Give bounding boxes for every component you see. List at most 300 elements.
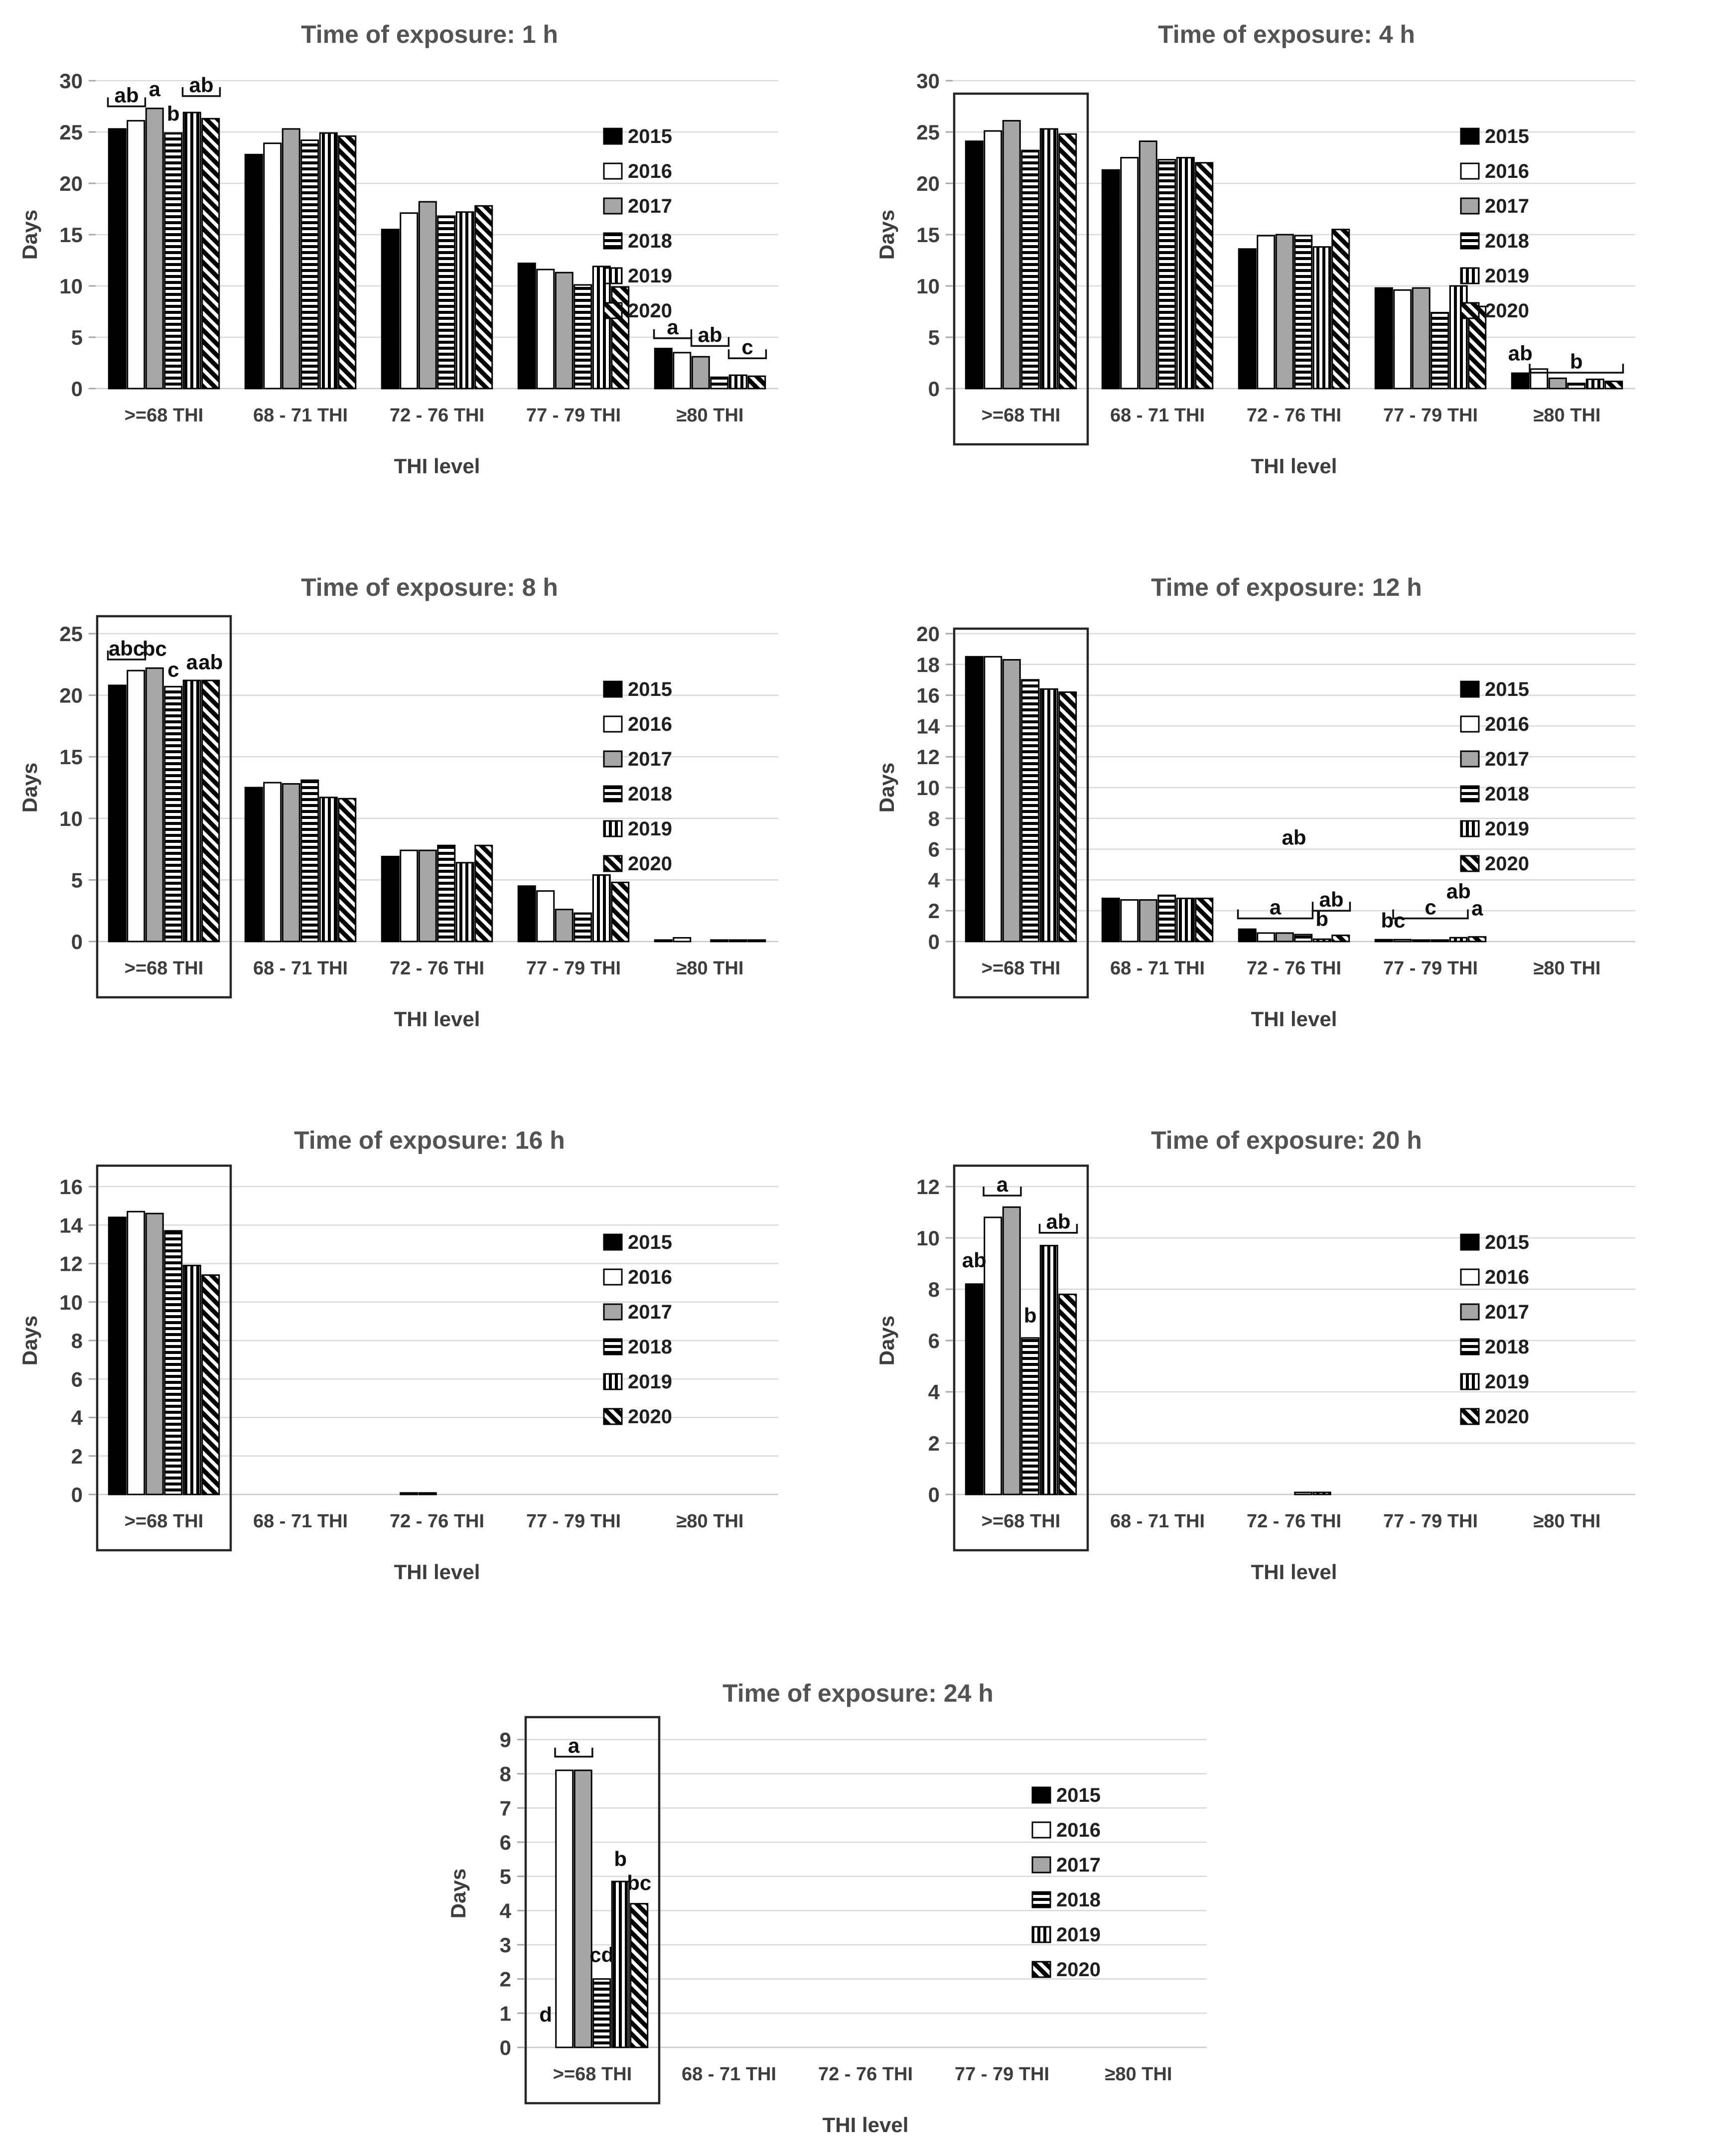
bar-2016 xyxy=(401,850,418,942)
bar-2015 xyxy=(1375,940,1392,942)
legend-item xyxy=(1461,230,1529,252)
y-tick-label: 8 xyxy=(71,1329,83,1352)
bar-2018 xyxy=(438,216,455,389)
category-label: 77 - 79 THI xyxy=(526,958,621,979)
category-label: 68 - 71 THI xyxy=(253,958,348,979)
y-tick-label: 30 xyxy=(59,69,83,93)
y-tick-label: 8 xyxy=(928,807,940,830)
legend-marker-2018 xyxy=(1032,1892,1050,1907)
bar-2017 xyxy=(283,784,299,942)
bar-2019 xyxy=(593,267,610,389)
bar-2019 xyxy=(1177,158,1194,389)
bar-2017 xyxy=(574,1770,591,2047)
bar-2018 xyxy=(593,1979,610,2047)
bar-2017 xyxy=(146,1213,163,1494)
bar-2017 xyxy=(1549,378,1566,389)
bar-2017 xyxy=(283,129,299,389)
legend-label: 2020 xyxy=(1485,1406,1529,1428)
legend-item xyxy=(1461,1231,1529,1253)
annotation-label: b xyxy=(166,102,180,126)
y-tick-label: 5 xyxy=(928,326,940,349)
legend-item xyxy=(1461,160,1529,182)
bar-2016 xyxy=(674,938,691,942)
y-tick-label: 6 xyxy=(499,1831,511,1854)
legend-label: 2020 xyxy=(1056,1959,1101,1981)
bar-2015 xyxy=(382,856,399,942)
legend-label: 2020 xyxy=(1485,853,1529,875)
legend-label: 2016 xyxy=(1056,1819,1101,1841)
bar-2019 xyxy=(1040,129,1057,389)
bar-2018 xyxy=(574,913,591,942)
annotation-label: ab xyxy=(1508,341,1533,365)
chart-svg xyxy=(439,1665,1277,2153)
bar-2019 xyxy=(729,940,746,942)
bar-2017 xyxy=(556,272,572,389)
bar-2018 xyxy=(438,845,455,942)
bar-2019 xyxy=(320,133,337,389)
annotation-label: c xyxy=(1425,895,1436,919)
bar-2019 xyxy=(593,875,610,942)
legend-item xyxy=(1461,853,1529,875)
legend-item xyxy=(1461,300,1529,322)
legend-label: 2017 xyxy=(628,1301,672,1323)
annotation-label: d xyxy=(539,2003,553,2026)
category-label: 68 - 71 THI xyxy=(1110,1511,1205,1532)
legend-label: 2015 xyxy=(1485,1231,1529,1253)
y-tick-label: 2 xyxy=(71,1444,83,1468)
legend-marker-2015 xyxy=(1461,681,1479,697)
y-tick-label: 6 xyxy=(928,837,940,861)
bar-2018 xyxy=(1022,680,1039,942)
legend-item xyxy=(1461,1301,1529,1323)
category-label: ≥80 THI xyxy=(676,405,744,426)
category-label: >=68 THI xyxy=(553,2064,632,2085)
y-tick-label: 10 xyxy=(916,274,940,298)
chart-title: Time of exposure: 4 h xyxy=(1158,20,1415,48)
legend-item xyxy=(604,748,672,770)
y-tick-label: 2 xyxy=(928,899,940,923)
bar-2018 xyxy=(1022,1338,1039,1494)
legend-item xyxy=(604,126,672,147)
bar-2018 xyxy=(1431,313,1448,389)
chart-time-of-exposure-4h xyxy=(868,6,1705,494)
legend-label: 2016 xyxy=(1485,1266,1529,1288)
y-tick-label: 12 xyxy=(916,1175,940,1199)
legend-item xyxy=(604,853,672,875)
annotation-label: bc xyxy=(627,1871,652,1895)
y-tick-label: 15 xyxy=(59,745,83,769)
y-tick-label: 7 xyxy=(499,1796,511,1820)
category-label: 77 - 79 THI xyxy=(954,2064,1050,2085)
bar-2019 xyxy=(729,375,746,389)
bar-2020 xyxy=(1332,230,1349,389)
chart-time-of-exposure-12h xyxy=(868,559,1705,1047)
category-label: 68 - 71 THI xyxy=(253,1511,348,1532)
legend-label: 2018 xyxy=(1485,783,1529,805)
category-label: ≥80 THI xyxy=(1533,958,1601,979)
annotation-label: b xyxy=(1570,350,1583,374)
y-tick-label: 16 xyxy=(59,1175,83,1199)
bar-2020 xyxy=(202,680,219,942)
bar-2020 xyxy=(612,882,629,942)
bar-2016 xyxy=(556,1770,573,2047)
y-axis-label: Days xyxy=(875,1315,898,1366)
annotation-label: a xyxy=(186,650,198,674)
bar-2019 xyxy=(1040,689,1057,942)
legend-item xyxy=(1461,1336,1529,1358)
legend-marker-2016 xyxy=(1461,1269,1479,1285)
legend-label: 2019 xyxy=(628,818,672,840)
bar-2016 xyxy=(985,131,1001,389)
legend-label: 2020 xyxy=(628,853,672,875)
legend-label: 2020 xyxy=(628,1406,672,1428)
legend-label: 2017 xyxy=(628,195,672,217)
bar-2017 xyxy=(419,1493,436,1494)
category-label: 72 - 76 THI xyxy=(389,405,485,426)
legend-label: 2015 xyxy=(628,126,672,147)
bar-2018 xyxy=(1295,1492,1312,1494)
category-label: >=68 THI xyxy=(124,1511,204,1532)
legend-label: 2015 xyxy=(628,1231,672,1253)
x-axis-label: THI level xyxy=(1251,454,1337,478)
y-tick-label: 14 xyxy=(916,714,940,738)
bar-2017 xyxy=(419,202,436,389)
y-tick-label: 10 xyxy=(59,274,83,298)
bar-2015 xyxy=(1102,898,1119,942)
legend-marker-2020 xyxy=(1461,303,1479,318)
category-label: >=68 THI xyxy=(124,405,204,426)
chart-svg xyxy=(11,559,848,1047)
bar-2015 xyxy=(966,1284,983,1494)
bar-2015 xyxy=(109,1217,126,1494)
bar-2016 xyxy=(128,121,144,389)
bar-2015 xyxy=(655,940,672,942)
category-label: ≥80 THI xyxy=(1105,2064,1172,2085)
legend-item xyxy=(1461,1371,1529,1393)
bar-2019 xyxy=(1177,898,1194,942)
bar-2015 xyxy=(518,264,535,389)
y-tick-label: 10 xyxy=(59,807,83,830)
bar-2015 xyxy=(245,788,262,942)
bar-2020 xyxy=(748,376,765,389)
annotation-label: ab xyxy=(198,650,223,674)
chart-title: Time of exposure: 1 h xyxy=(301,20,558,48)
category-label: 72 - 76 THI xyxy=(1246,958,1342,979)
annotation-label: a xyxy=(568,1734,580,1757)
category-label: >=68 THI xyxy=(981,958,1061,979)
bar-2020 xyxy=(1332,936,1349,942)
bar-2016 xyxy=(1258,236,1275,389)
bar-2020 xyxy=(339,136,356,389)
legend-item xyxy=(604,1301,672,1323)
legend-item xyxy=(604,230,672,252)
bar-2019 xyxy=(456,212,473,389)
bar-2020 xyxy=(202,1275,219,1494)
legend-label: 2017 xyxy=(628,748,672,770)
legend-marker-2015 xyxy=(1032,1787,1050,1803)
y-axis-label: Days xyxy=(875,762,898,813)
y-tick-label: 2 xyxy=(928,1432,940,1455)
legend-item xyxy=(1461,713,1529,735)
y-tick-label: 20 xyxy=(59,683,83,707)
bar-2017 xyxy=(1003,660,1020,942)
legend-item xyxy=(1032,1889,1101,1911)
y-tick-label: 16 xyxy=(916,683,940,707)
bar-2016 xyxy=(401,213,418,389)
bar-2020 xyxy=(1196,898,1213,942)
bar-2018 xyxy=(301,140,318,389)
y-tick-label: 20 xyxy=(916,172,940,195)
legend-marker-2020 xyxy=(1032,1962,1050,1977)
legend-marker-2015 xyxy=(604,681,622,697)
legend-label: 2017 xyxy=(1485,748,1529,770)
legend-marker-2020 xyxy=(1461,1409,1479,1424)
y-tick-label: 10 xyxy=(916,1226,940,1250)
legend-label: 2016 xyxy=(1485,160,1529,182)
y-tick-label: 18 xyxy=(916,653,940,676)
legend-marker-2020 xyxy=(604,1409,622,1424)
y-tick-label: 0 xyxy=(928,1483,940,1506)
legend-item xyxy=(604,1266,672,1288)
bar-2018 xyxy=(165,133,182,389)
bar-2015 xyxy=(966,141,983,389)
y-tick-label: 10 xyxy=(59,1290,83,1314)
bar-2019 xyxy=(1313,939,1330,942)
bar-2017 xyxy=(1413,288,1430,389)
annotation-label: ab xyxy=(189,73,214,97)
legend-marker-2016 xyxy=(1032,1822,1050,1838)
y-tick-label: 10 xyxy=(916,776,940,800)
annotation-label: ab xyxy=(1319,888,1344,912)
bar-2016 xyxy=(1394,940,1411,942)
y-tick-label: 6 xyxy=(928,1329,940,1352)
legend-item xyxy=(1032,1819,1101,1841)
x-axis-label: THI level xyxy=(1251,1007,1337,1031)
bar-2016 xyxy=(674,353,691,389)
bar-2016 xyxy=(128,1212,144,1494)
y-axis-label: Days xyxy=(875,209,898,260)
y-tick-label: 30 xyxy=(916,69,940,93)
legend-item xyxy=(604,300,672,322)
annotation-label: ab xyxy=(962,1248,987,1272)
y-tick-label: 5 xyxy=(499,1865,511,1888)
annotation-label: ab xyxy=(1446,879,1471,903)
legend-marker-2018 xyxy=(604,233,622,249)
chart-title: Time of exposure: 20 h xyxy=(1151,1126,1422,1154)
annotation-label: c xyxy=(167,658,179,681)
legend-marker-2017 xyxy=(1461,198,1479,214)
legend-marker-2019 xyxy=(604,1374,622,1389)
legend-item xyxy=(604,818,672,840)
bar-2015 xyxy=(382,230,399,389)
y-tick-label: 4 xyxy=(71,1406,83,1430)
legend-marker-2016 xyxy=(1461,163,1479,179)
legend-marker-2020 xyxy=(1461,856,1479,871)
x-axis-label: THI level xyxy=(822,2113,909,2137)
legend-marker-2017 xyxy=(604,751,622,767)
bar-2016 xyxy=(401,1493,418,1494)
x-axis-label: THI level xyxy=(394,1007,480,1031)
bar-2020 xyxy=(1196,163,1213,389)
legend-label: 2019 xyxy=(1485,1371,1529,1393)
category-label: >=68 THI xyxy=(981,405,1061,426)
y-axis-label: Days xyxy=(446,1868,470,1919)
legend-label: 2018 xyxy=(628,1336,672,1358)
legend-item xyxy=(604,1231,672,1253)
legend-marker-2017 xyxy=(604,1304,622,1320)
bar-2019 xyxy=(1450,286,1467,389)
annotation-label: ab xyxy=(1046,1210,1071,1233)
y-tick-label: 2 xyxy=(499,1967,511,1991)
bar-2017 xyxy=(1003,1207,1020,1494)
legend-marker-2018 xyxy=(1461,1339,1479,1354)
bar-2015 xyxy=(1512,373,1529,389)
annotation-label: cd xyxy=(589,1943,614,1967)
x-axis-label: THI level xyxy=(394,1560,480,1584)
bar-2017 xyxy=(1276,235,1293,389)
annotation-label: bc xyxy=(142,637,167,661)
legend-marker-2016 xyxy=(604,163,622,179)
bar-2017 xyxy=(146,109,163,389)
legend-marker-2019 xyxy=(604,268,622,283)
y-tick-label: 12 xyxy=(916,745,940,769)
y-tick-label: 20 xyxy=(916,622,940,646)
y-tick-label: 5 xyxy=(71,868,83,892)
legend-label: 2019 xyxy=(628,1371,672,1393)
bar-2016 xyxy=(264,143,281,389)
category-label: 77 - 79 THI xyxy=(1383,958,1478,979)
legend-marker-2019 xyxy=(1461,1374,1479,1389)
y-tick-label: 5 xyxy=(71,326,83,349)
bar-2016 xyxy=(537,270,554,389)
chart-svg xyxy=(868,1112,1705,1600)
legend-marker-2017 xyxy=(1461,1304,1479,1320)
legend-item xyxy=(1461,678,1529,700)
y-tick-label: 25 xyxy=(59,121,83,144)
annotation-label: a xyxy=(1471,896,1483,920)
bar-2020 xyxy=(748,940,765,942)
x-axis-label: THI level xyxy=(1251,1560,1337,1584)
y-tick-label: 0 xyxy=(928,377,940,401)
legend-item xyxy=(604,713,672,735)
category-label: 77 - 79 THI xyxy=(526,1511,621,1532)
y-tick-label: 6 xyxy=(71,1367,83,1391)
category-label: ≥80 THI xyxy=(1533,1511,1601,1532)
y-tick-label: 20 xyxy=(59,172,83,195)
chart-svg xyxy=(11,6,848,494)
legend-label: 2016 xyxy=(628,1266,672,1288)
chart-svg xyxy=(11,1112,848,1600)
bar-2020 xyxy=(1059,692,1076,942)
bar-2020 xyxy=(475,206,492,389)
bar-2018 xyxy=(1295,935,1312,942)
legend-item xyxy=(604,1371,672,1393)
bar-2015 xyxy=(1375,288,1392,389)
bar-2019 xyxy=(183,1265,200,1494)
category-label: ≥80 THI xyxy=(676,1511,744,1532)
annotation-label: a xyxy=(1269,895,1282,919)
legend-item xyxy=(1461,1266,1529,1288)
bar-2015 xyxy=(109,685,126,942)
y-tick-label: 12 xyxy=(59,1252,83,1276)
legend-item xyxy=(1461,818,1529,840)
y-tick-label: 14 xyxy=(59,1213,83,1237)
bar-2018 xyxy=(1022,150,1039,389)
bar-2017 xyxy=(1003,121,1020,389)
y-tick-label: 8 xyxy=(928,1278,940,1301)
bar-2017 xyxy=(146,668,163,942)
bar-2020 xyxy=(1605,382,1622,389)
legend-label: 2018 xyxy=(628,783,672,805)
category-label: 72 - 76 THI xyxy=(389,958,485,979)
bar-2016 xyxy=(537,891,554,942)
bar-2018 xyxy=(574,285,591,389)
bar-2018 xyxy=(711,940,728,942)
legend-label: 2018 xyxy=(628,230,672,252)
category-label: 77 - 79 THI xyxy=(1383,405,1478,426)
legend-label: 2016 xyxy=(1485,713,1529,735)
y-tick-label: 9 xyxy=(499,1728,511,1752)
legend-item xyxy=(604,1336,672,1358)
legend-marker-2018 xyxy=(604,1339,622,1354)
chart-time-of-exposure-20h xyxy=(868,1112,1705,1600)
bar-2018 xyxy=(1431,940,1448,942)
legend-label: 2015 xyxy=(1056,1784,1101,1806)
bar-2016 xyxy=(128,671,144,942)
bar-2015 xyxy=(1239,249,1256,389)
bar-2016 xyxy=(985,657,1001,942)
x-axis-label: THI level xyxy=(394,454,480,478)
bar-2017 xyxy=(556,910,572,942)
y-tick-label: 1 xyxy=(499,2002,511,2025)
bar-2018 xyxy=(165,686,182,942)
bar-2020 xyxy=(1059,1294,1076,1494)
legend-label: 2015 xyxy=(1485,126,1529,147)
category-label: 68 - 71 THI xyxy=(681,2064,777,2085)
bar-2019 xyxy=(320,798,337,942)
legend-label: 2016 xyxy=(628,713,672,735)
legend-item xyxy=(604,195,672,217)
category-label: 72 - 76 THI xyxy=(1246,1511,1342,1532)
legend-marker-2019 xyxy=(1032,1927,1050,1942)
bar-2018 xyxy=(1568,384,1585,389)
bar-2016 xyxy=(985,1217,1001,1494)
bar-2015 xyxy=(966,657,983,942)
bar-2018 xyxy=(301,780,318,942)
chart-time-of-exposure-16h xyxy=(11,1112,848,1600)
y-tick-label: 4 xyxy=(928,1380,940,1404)
legend-marker-2016 xyxy=(1461,716,1479,732)
legend-marker-2020 xyxy=(604,303,622,318)
y-tick-label: 0 xyxy=(928,930,940,953)
bar-2020 xyxy=(1469,937,1486,942)
legend-marker-2016 xyxy=(604,716,622,732)
bar-2016 xyxy=(1121,158,1138,389)
annotation-label: b xyxy=(1023,1303,1037,1327)
bar-2015 xyxy=(518,886,535,942)
bar-2019 xyxy=(183,680,200,942)
bar-2018 xyxy=(1158,895,1175,942)
annotation-label: ab xyxy=(114,83,139,107)
legend-marker-2017 xyxy=(1461,751,1479,767)
legend-label: 2018 xyxy=(1485,1336,1529,1358)
legend-label: 2018 xyxy=(1485,230,1529,252)
bar-2019 xyxy=(183,113,200,389)
bar-2020 xyxy=(339,799,356,942)
bar-2015 xyxy=(245,154,262,389)
y-axis-label: Days xyxy=(18,209,41,260)
category-label: 77 - 79 THI xyxy=(1383,1511,1478,1532)
